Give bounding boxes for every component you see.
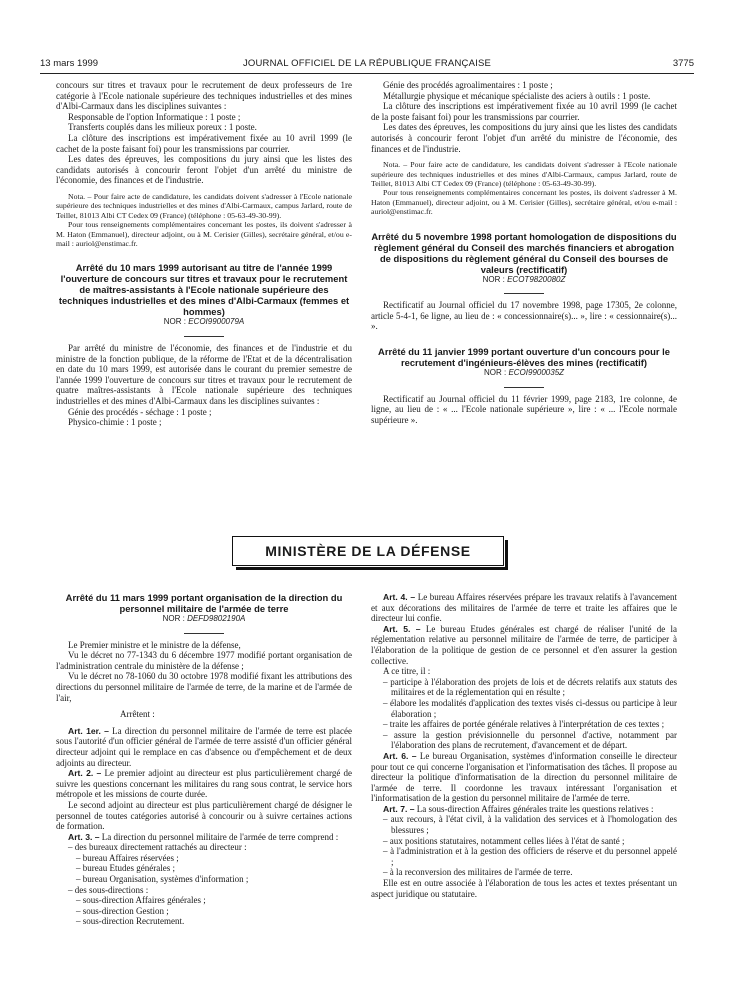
nor-label: NOR : bbox=[163, 317, 186, 327]
paragraph: Le second adjoint au directeur est plus particulièrement chargé de désigner le personnel de toutes catégories autorisé à concourir ou à suivre certaines actions de formation. bbox=[56, 799, 352, 832]
article-text: La sous-direction Affaires générales traite les questions relatives : bbox=[416, 803, 654, 814]
article-text: La direction du personnel militaire de l'armée de terre comprend : bbox=[101, 831, 339, 842]
article-label: Art. 3. – bbox=[68, 831, 100, 842]
list-item: – aux positions statutaires, notamment celles liées à l'état de santé ; bbox=[383, 835, 625, 846]
article-label: Art. 7. – bbox=[383, 803, 415, 814]
nor-label: NOR : bbox=[162, 614, 185, 623]
column-1 bbox=[56, 80, 352, 428]
decree-title: Arrêté du 10 mars 1999 autorisant au titre de l'année 1999 l'ouverture de concours sur titres et travaux pour le recrutement de maîtres-assistants à l'Ecole nationale supérieure des techniques industrielles et des mines d'Albi-Carmaux (femmes et hommes) bbox=[58, 262, 350, 318]
paragraph: Par arrêté du ministre de l'économie, des finances et de l'industrie et du ministre de la fonction publique, de la réforme de l'Etat et de la décentralisation en date du 10 mars 1999, est autorisée dans le courant du premier semestre de l'année 1999 l'ouverture de concours sur titres et travaux pour le recrutement de quatre maîtres-assistants à l'Ecole nationale supérieure des techniques industrielles et des mines d'Albi-Carmaux dans les disciplines suivantes : bbox=[56, 342, 352, 406]
nor-code: DEFD9802190A bbox=[187, 614, 246, 623]
paragraph: Vu le décret no 78-1060 du 30 octobre 1978 modifié fixant les attributions des directions du personnel militaire de l'armée de terre, de la marine et de l'armée de l'air, bbox=[56, 671, 352, 703]
paragraph: concours sur titres et travaux pour le recrutement de deux professeurs de 1re catégorie à l'Ecole nationale supérieure des techniques industrielles et des mines d'Albi-Carmaux dans les disciplines suivantes : bbox=[56, 80, 352, 112]
article-3 bbox=[56, 832, 352, 843]
column-4 bbox=[371, 592, 677, 899]
list-item: – élabore les modalités d'application des textes visés ci-dessus ou participe à leur élaboration ; bbox=[383, 697, 677, 719]
paragraph: Responsable de l'option Informatique : 1 poste ; bbox=[68, 111, 241, 122]
article-text: Le bureau Affaires réservées prépare les travaux relatifs à l'avancement et aux décorations des militaires de l'armée de terre et traite les affaires que le directeur lui confie. bbox=[371, 592, 678, 624]
nor-reference bbox=[371, 275, 677, 286]
paragraph: La clôture des inscriptions est impérativement fixée au 10 avril 1999 (le cachet de la poste faisant foi) pour les transmissions par courrier. bbox=[56, 132, 352, 154]
column-2 bbox=[371, 80, 677, 425]
page-header bbox=[40, 58, 694, 72]
paragraph: Les dates des épreuves, les compositions du jury ainsi que les listes des candidats autorisés à concourir feront l'objet d'un arrêté du ministre de l'économie, des finances et de l'industrie. bbox=[371, 122, 677, 154]
list-item: – bureau Affaires réservées ; bbox=[76, 852, 179, 863]
paragraph: Génie des procédés agroalimentaires : 1 poste ; bbox=[383, 80, 553, 90]
ministry-title: MINISTÈRE DE LA DÉFENSE bbox=[265, 543, 471, 559]
list-item: – à la reconversion des militaires de l'armée de terre. bbox=[383, 867, 573, 878]
paragraph: Arrêtent : bbox=[120, 709, 155, 720]
list-item: – sous-direction Affaires générales ; bbox=[76, 895, 206, 906]
ministry-banner bbox=[232, 536, 504, 566]
nor-code: ECOT9820080Z bbox=[507, 274, 566, 284]
nor-label: NOR : bbox=[483, 367, 507, 377]
decree-title: Arrêté du 11 mars 1999 portant organisation de la direction du personnel militaire de l'armée de terre bbox=[65, 592, 343, 614]
article-6 bbox=[371, 751, 677, 804]
nota-paragraph: Pour tous renseignements complémentaires concernant les postes, ils doivent s'adresser à M. Haton (Emmanuel), directeur adjoint, ou à M. Cerisier (Gilles), secrétaire général, et/ou e-mail : auriol@enstimac.fr. bbox=[371, 188, 677, 217]
list-item: – traite les affaires de portée générale relatives à l'interprétation de ces textes ; bbox=[383, 719, 665, 730]
header-journal-title: JOURNAL OFFICIEL DE LA RÉPUBLIQUE FRANÇAISE bbox=[242, 58, 492, 69]
list-item: – à l'administration et à la gestion des officiers de réserve et du personnel appelé ; bbox=[383, 846, 677, 867]
paragraph: Physico-chimie : 1 poste ; bbox=[68, 417, 162, 428]
nor-reference bbox=[371, 368, 677, 379]
column-3 bbox=[56, 592, 352, 927]
paragraph: La clôture des inscriptions est impérativement fixée au 10 avril 1999 (le cachet de la poste faisant foi) pour les transmissions par courrier. bbox=[371, 101, 677, 122]
paragraph: Génie des procédés - séchage : 1 poste ; bbox=[68, 406, 212, 417]
list-item: – des sous-directions : bbox=[68, 884, 149, 895]
paragraph: Rectificatif au Journal officiel du 17 novembre 1998, page 17305, 2e colonne, article 5-4-1, 6e ligne, au lieu de : « concessionnaire(s)... », lire : « cessionnaire(s)... ». bbox=[371, 300, 677, 332]
nor-label: NOR : bbox=[482, 274, 505, 284]
nota-paragraph: Nota. – Pour faire acte de candidature, les candidats doivent s'adresser à l'Ecole nationale supérieure des techniques industrielles et des mines d'Albi-Carmaux, campus Jarlard, route de Teillet, 81013 Albi CT Cedex 09 (France) (téléphone : 05-63-49-30-99). bbox=[56, 191, 352, 220]
article-label: Art. 1er. – bbox=[68, 725, 109, 736]
list-item: – bureau Etudes générales ; bbox=[76, 863, 175, 874]
article-7 bbox=[371, 804, 677, 815]
list-item: – des bureaux directement rattachés au directeur : bbox=[68, 842, 247, 853]
article-label: Art. 2. – bbox=[68, 768, 102, 779]
article-4 bbox=[371, 592, 677, 624]
nor-reference bbox=[56, 614, 352, 625]
nor-code: ECOI9900079A bbox=[188, 317, 245, 327]
article-1 bbox=[56, 726, 352, 768]
header-rule bbox=[40, 73, 694, 74]
list-item: – sous-direction Gestion ; bbox=[76, 905, 169, 916]
list-item: – participe à l'élaboration des projets de lois et de décrets relatifs aux statuts des militaires et de la réglementation qui en résulte ; bbox=[383, 676, 677, 698]
paragraph: Transferts couplés dans les milieux poreux : 1 poste. bbox=[68, 122, 257, 133]
article-text: Le bureau Etudes générales est chargé de réaliser l'unité de la réglementation relative au personnel militaire de l'armée de terre, de participer à l'élaboration de la politique de gestion de ce personnel et d'en assurer la gestion collective. bbox=[371, 623, 677, 666]
paragraph: Rectificatif au Journal officiel du 11 février 1999, page 2183, 1re colonne, 4e ligne, au lieu de : « ... l'Ecole nationale supérieure », lire : « ... l'Ecole normale supérieure ». bbox=[371, 393, 677, 425]
list-item: – assure la gestion prévisionnelle du personnel d'active, notamment par l'élaboration des plans de recrutement, d'avancement et de départ. bbox=[383, 729, 677, 751]
paragraph: Les dates des épreuves, les compositions du jury ainsi que les listes des candidats autorisés à concourir feront l'objet d'un arrêté du ministre de l'économie, des finances et de l'industrie. bbox=[56, 154, 352, 186]
article-text: Le bureau Organisation, systèmes d'information conseille le directeur pour tout ce qui concerne l'organisation et l'informatisation des tâches. Il propose au directeur la politique d'informatisation de la direction du personnel militaire de l'armée de terre. Il coordonne les travaux intéressant l'organisation et l'informatisation de la gestion du personnel militaire de l'armée de terre. bbox=[371, 750, 677, 804]
nota-paragraph: Nota. – Pour faire acte de candidature, les candidats doivent s'adresser à l'Ecole nationale supérieure des techniques industrielles et des mines d'Albi-Carmaux, campus Jarlard, route de Teillet, 81013 Albi CT Cedex 09 (France) (téléphone : 05-63-49-30-99). bbox=[371, 160, 677, 188]
article-text: Le premier adjoint au directeur est plus particulièrement chargé de suivre les questions concernant les militaires du rang sous contrat, le service hors métropole et les missions de courte durée. bbox=[56, 768, 352, 800]
list-item: – bureau Organisation, systèmes d'information ; bbox=[76, 874, 249, 885]
paragraph: A ce titre, il : bbox=[383, 666, 431, 677]
article-text: La direction du personnel militaire de l'armée de terre est placée sous l'autorité d'un officier général de l'armée de terre assisté d'un officier général directeur adjoint qui le remplace en cas d'absence ou d'empêchement et de deux adjoints au directeur. bbox=[56, 725, 352, 768]
article-2 bbox=[56, 768, 352, 800]
header-page-number: 3775 bbox=[672, 58, 694, 69]
article-label: Art. 6. – bbox=[383, 750, 417, 761]
article-5 bbox=[371, 624, 677, 666]
article-label: Art. 4. – bbox=[383, 592, 416, 602]
nor-code: ECOI9900035Z bbox=[508, 367, 565, 377]
article-label: Art. 5. – bbox=[383, 623, 421, 634]
list-item: – sous-direction Recrutement. bbox=[76, 916, 185, 927]
paragraph: Le Premier ministre et le ministre de la défense, bbox=[68, 639, 241, 650]
list-item: – aux recours, à l'état civil, à la validation des services et à l'homologation des blessures ; bbox=[383, 814, 677, 836]
paragraph: Elle est en outre associée à l'élaboration de tous les actes et textes présentant un aspect juridique ou statutaire. bbox=[371, 878, 677, 899]
nor-reference bbox=[56, 317, 352, 328]
decree-title: Arrêté du 5 novembre 1998 portant homologation de dispositions du règlement général du Conseil des marchés financiers et abrogation de dispositions du règlement général du Conseil des bourses de valeurs (rectificatif) bbox=[371, 230, 677, 275]
paragraph: Vu le décret no 77-1343 du 6 décembre 1977 modifié portant organisation de l'administration centrale du ministère de la défense ; bbox=[56, 650, 352, 671]
header-date: 13 mars 1999 bbox=[40, 58, 99, 69]
nota-paragraph: Pour tous renseignements complémentaires concernant les postes, ils doivent s'adresser à M. Haton (Emmanuel), directeur adjoint, ou à M. Cerisier (Gilles), secrétaire général, et/ou e-mail : auriol@enstimac.fr. bbox=[56, 220, 352, 248]
decree-title: Arrêté du 11 janvier 1999 portant ouverture d'un concours pour le recrutement d'ingénieurs-élèves des mines (rectificatif) bbox=[378, 345, 670, 368]
paragraph: Métallurgie physique et mécanique spécialiste des aciers à outils : 1 poste. bbox=[383, 90, 651, 101]
